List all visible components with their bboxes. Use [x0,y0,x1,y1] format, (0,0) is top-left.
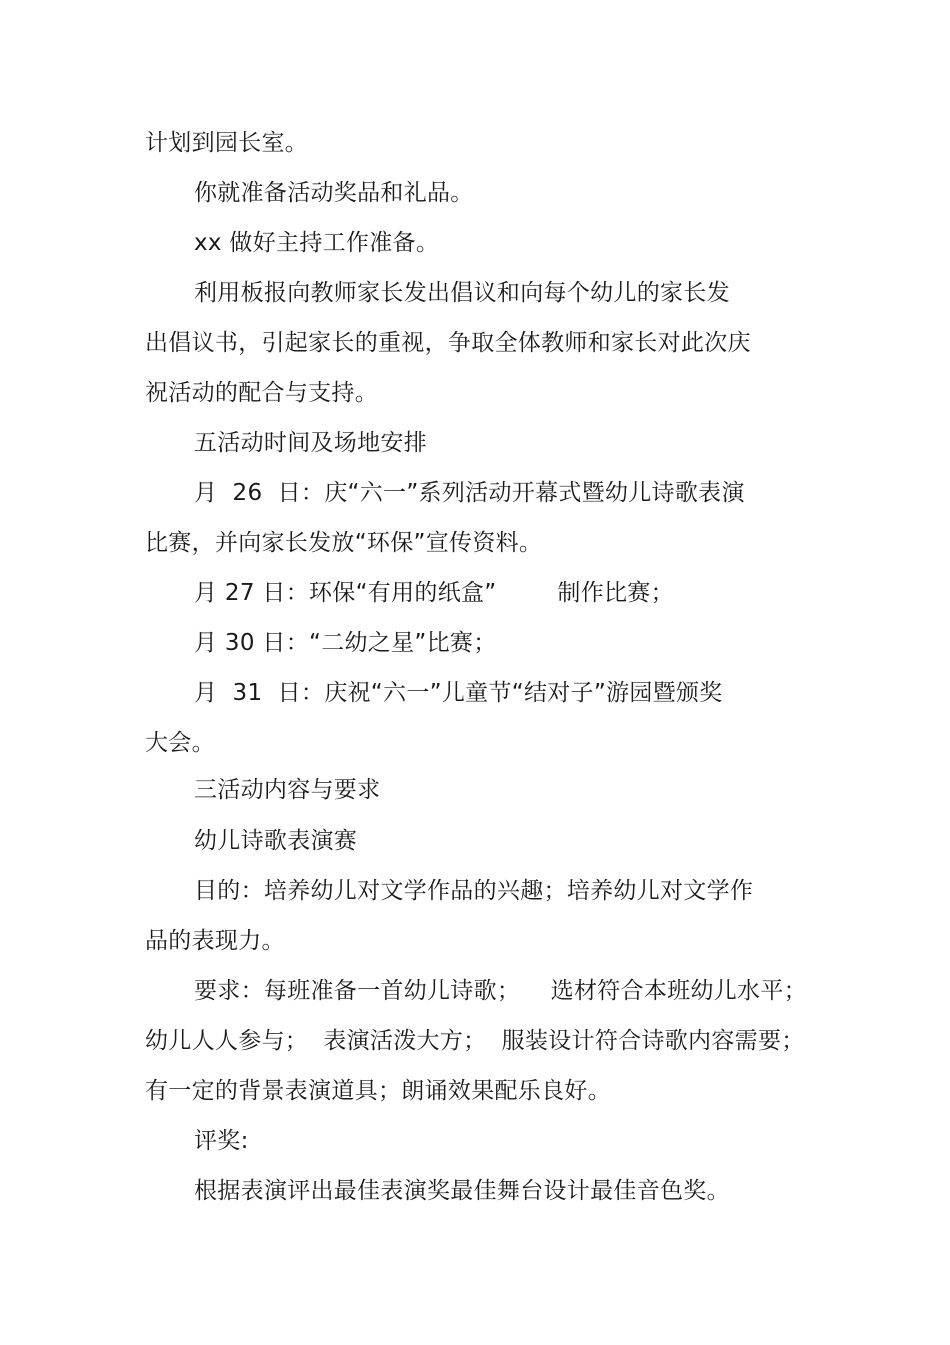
text-line: 幼儿人人参与； 表演活泼大方； 服装设计符合诗歌内容需要； [145,1028,805,1054]
section-heading: 三活动内容与要求 [194,777,381,803]
text-line: xx 做好主持工作准备。 [194,230,440,256]
text-line: 祝活动的配合与支持。 [145,380,378,406]
text-line: 目的：培养幼儿对文学作品的兴趣；培养幼儿对文学作 [194,878,754,904]
text-line: 月 26 日：庆“六一”系列活动开幕式暨幼儿诗歌表演 [194,480,745,506]
text-line: 要求：每班准备一首幼儿诗歌； 选材符合本班幼儿水平； [194,978,807,1004]
text-line: 出倡议书，引起家长的重视，争取全体教师和家长对此次庆 [145,330,751,356]
section-heading: 五活动时间及场地安排 [194,430,427,456]
text-line: 利用板报向教师家长发出倡议和向每个幼儿的家长发 [194,280,730,306]
text-line: 大会。 [145,730,215,756]
text-line: 月 31 日：庆祝“六一”儿童节“结对子”游园暨颁奖 [194,680,723,706]
text-line: 品的表现力。 [145,928,285,954]
text-line: 根据表演评出最佳表演奖最佳舞台设计最佳音色奖。 [194,1178,730,1204]
text-line: 月 27 日：环保“有用的纸盒” 制作比赛； [194,580,674,606]
text-line: 你就准备活动奖品和礼品。 [194,180,474,206]
subsection-heading: 幼儿诗歌表演赛 [194,828,358,854]
text-line: 计划到园长室。 [145,130,309,156]
text-line: 月 30 日：“二幼之星”比赛； [194,630,497,656]
text-line: 比赛，并向家长发放“环保”宣传资料。 [145,530,543,556]
text-line: 评奖: [194,1128,249,1154]
text-line: 有一定的背景表演道具；朗诵效果配乐良好。 [145,1078,611,1104]
